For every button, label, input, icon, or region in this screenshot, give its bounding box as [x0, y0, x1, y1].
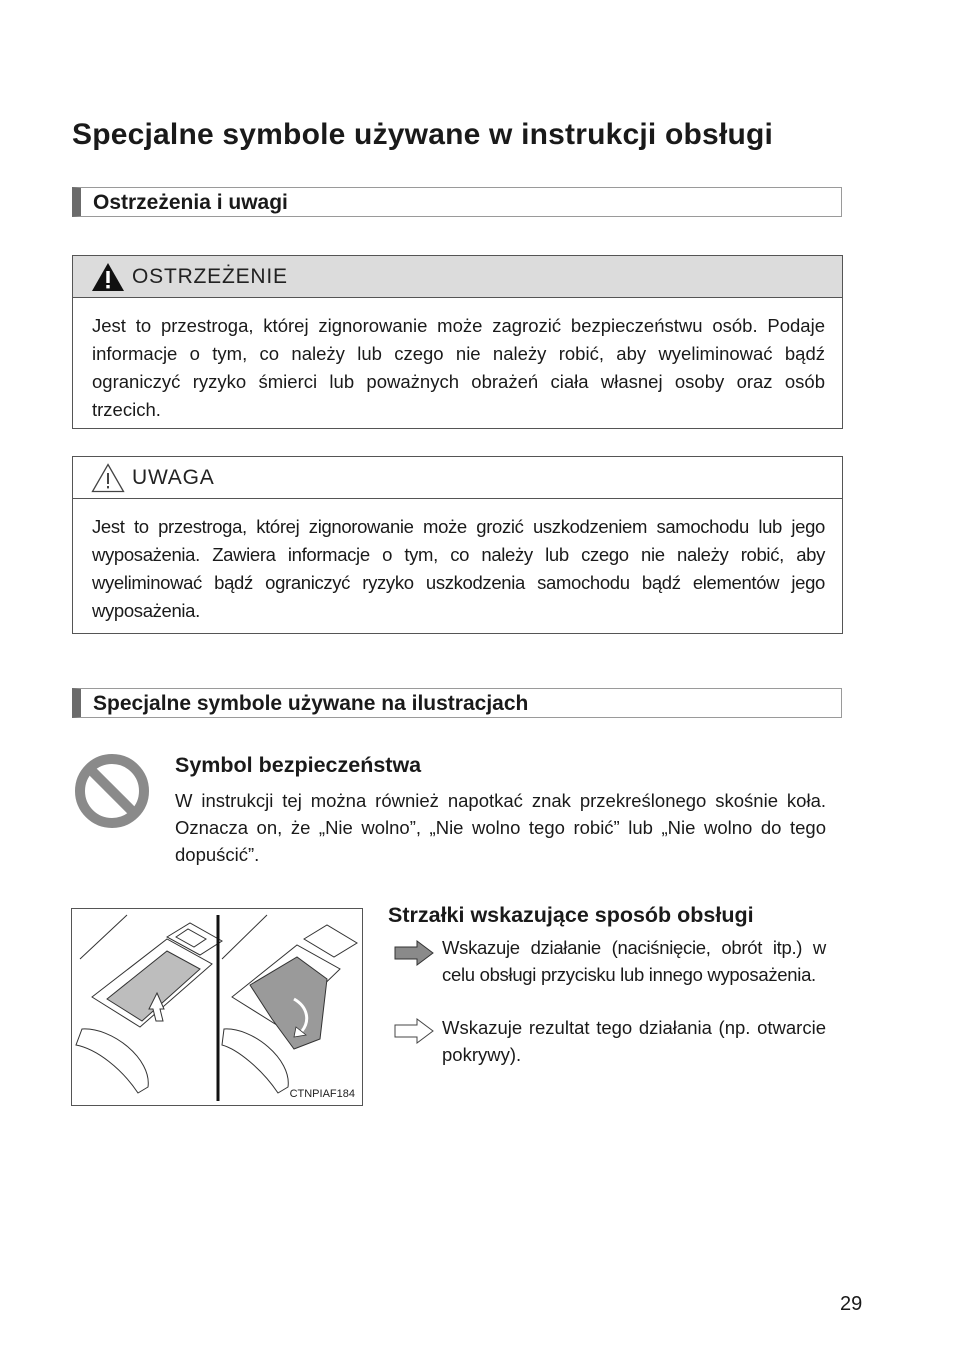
warning-label: OSTRZEŻENIE [132, 265, 288, 288]
overhead-console-illustration [71, 908, 363, 1106]
warning-triangle-outline-icon [90, 462, 126, 494]
section-heading-symbols [72, 688, 842, 718]
arrow-item-action: Wskazuje działanie (naciśnięcie, obrót itp.) w celu obsługi przycisku lub innego wyposażenia. [442, 937, 826, 985]
warning-box [72, 255, 843, 429]
caution-text: Jest to przestroga, której zignorowanie może grozić uszkodzeniem samochodu lub jego wyposażenia. Zawiera informacje o tym, co należy lub czego nie należy robić, aby wyeliminować bądź ograniczyć ryzyko uszkodzenia samochodu bądź elementów jego wyposażenia. [92, 516, 825, 621]
arrow-item-result: Wskazuje rezultat tego działania (np. otwarcie pokrywy). [442, 1017, 826, 1065]
warning-triangle-filled-icon [90, 261, 126, 293]
caution-label: UWAGA [132, 466, 215, 489]
safety-symbol-text: W instrukcji tej można również napotkać znak przekreślonego skośnie koła. Oznacza on, że „Nie wolno”, „Nie wolno tego robić” lub „Nie wolno do tego dopuścić”. [175, 790, 826, 865]
safety-symbol-title: Symbol bezpieczeństwa [175, 753, 422, 777]
warning-text: Jest to przestroga, której zignorowanie może zagrozić bezpieczeństwu osób. Podaje informacje o tym, co należy lub czego nie należy robić, aby wyeliminować bądź ograniczyć ryzyko śmierci lub poważnych obrażeń ciała własnej osoby oraz osób trzecich. [92, 315, 825, 420]
page-title: Specjalne symbole używane w instrukcji obsługi [72, 118, 774, 151]
prohibition-icon [73, 752, 151, 830]
outline-arrow-icon [393, 1018, 435, 1044]
arrows-title: Strzałki wskazujące sposób obsługi [388, 903, 754, 927]
filled-arrow-icon [393, 940, 435, 966]
caution-box-header [73, 457, 842, 499]
illustration-drawing [72, 909, 363, 1106]
page-number: 29 [840, 1293, 863, 1315]
caution-box [72, 456, 843, 634]
section-heading-label: Ostrzeżenia i uwagi [93, 191, 288, 214]
section-heading-warnings [72, 187, 842, 217]
warning-box-header [73, 256, 842, 298]
section-heading-label: Specjalne symbole używane na ilustracjach [93, 692, 529, 715]
illustration-code: CTNPIAF184 [289, 1088, 355, 1100]
